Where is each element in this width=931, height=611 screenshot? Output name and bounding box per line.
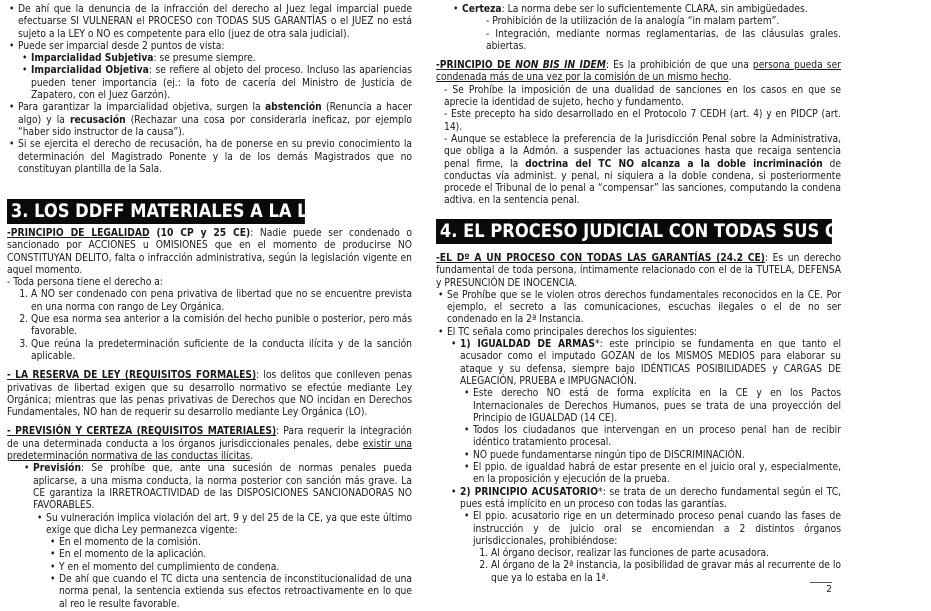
sub-list xyxy=(447,339,841,585)
left-column xyxy=(7,4,412,176)
sub-list xyxy=(460,388,841,486)
list-item: • El ppio. de igualdad habrá de estar presente en el juicio oral y, especialmente, en la proposición y ejecución de la prueba. xyxy=(473,462,841,487)
sub-list xyxy=(33,513,412,611)
para-underlined: existir una predeterminación normativa de las conductas ilícitas xyxy=(7,438,412,463)
item-text: abstención xyxy=(264,102,322,114)
item-text: El ppio. acusatorio rige en un determinado proceso penal cuando las fases de instrucción y de juicio oral se encomiendan a 2 distintos órganos jurisdiccionales, prohibiéndose: xyxy=(473,511,841,547)
list-item: • Y en el momento del cumplimiento de condena. xyxy=(59,562,412,574)
para-text: : los delitos que conlleven penas privativas de libertad exigen que su desarrollo normativo se efectúe mediante Ley Orgánica; mientras que las penas privativas de Derechos que NO incidan en Derechos Fundamentales, NO han de requerir su desarrollo mediante Ley Orgánica (LO). xyxy=(7,370,413,419)
item-label: Certeza xyxy=(462,4,502,15)
paragraph xyxy=(436,253,841,290)
item-label: 1) IGUALDAD DE ARMAS xyxy=(460,339,595,351)
para-underlined: persona pueda ser condenada más de una vez por la comisión de un mismo hecho xyxy=(436,60,841,84)
list-item: • En el momento de la comisión. xyxy=(59,537,412,549)
left-section-body xyxy=(7,228,412,611)
list-item xyxy=(18,41,412,102)
list-item xyxy=(460,487,841,585)
list-item xyxy=(460,339,841,487)
right-section-body xyxy=(436,253,841,585)
ordered-list xyxy=(7,289,412,363)
list-item xyxy=(33,463,412,611)
paragraph xyxy=(436,60,841,85)
list-item: 3. Que reúna la predeterminación suficiente de la conducta ilícita y de la sanción aplicable. xyxy=(31,339,412,364)
item-text: : se refiere al objeto del proceso. Incluso las apariencias pueden tener importancia (ej.: la foto de cacería del Ministro de Justicia de Zapatero, con el Juez Garzón). xyxy=(31,65,412,102)
list-item xyxy=(462,4,841,53)
list-item: 1. A NO ser condenado con pena privativa de libertad que no se encuentre prevista en una norma con rango de Ley Orgánica. xyxy=(31,289,412,314)
list-item: 2. Que esa norma sea anterior a la comisión del hecho punible o posterior, pero más favorable. xyxy=(31,314,412,339)
certeza-list xyxy=(436,4,841,53)
para-text: . xyxy=(250,451,254,463)
item-text: (Rechazar una cosa por considerarla ineficaz, por ejemplo “haber sido instructor de la causa”). xyxy=(18,114,413,138)
list-item: 2. Al órgano de la 2ª instancia, la posibilidad de gravar más al recurrente de lo que ya lo estaba en la 1ª. xyxy=(491,560,841,585)
list-item xyxy=(18,102,412,139)
item-text: *: este principio se fundamenta en que tanto el acusador como el imputado GOZAN de los MISMOS MEDIOS para elaborar su ataque y su defensa, siempre bajo IDÉNTICAS POSIBILIDADES y CARGAS DE ALEGACIÓN, PRUEBA e IMPUGNACIÓN. xyxy=(460,339,842,387)
para-text: de conductas vía administ. y penal, ni siquiera a la doble condena, si posteriormente procede el Tribunal de lo penal a “compensar” las sanciones, computando la condena adtiva. en la sentencia penal. xyxy=(444,158,842,207)
para-text: : Es un derecho fundamental de toda persona, íntimamente relacionado con el de la TUTELA, DEFENSA y PRESUNCIÓN DE INOCENCIA. xyxy=(436,253,841,289)
item-text: *: se trata de un derecho fundamental según el TC, pues está implícito en un proceso con todas las garantías. xyxy=(460,486,841,510)
list-item: • De ahí que cuando el TC dicta una sentencia de inconstitucionalidad de una norma penal, la sentencia extienda sus efectos retroactivamente en lo que al reo le resulte favorable. xyxy=(59,574,412,611)
item-text: Puede ser imparcial desde 2 puntos de vista: xyxy=(18,40,225,52)
para-text: : Es la prohibición de que una xyxy=(605,60,753,72)
sub-list xyxy=(46,537,412,611)
list-item: - Prohibición de la utilización de la analogía “in malam partem”. xyxy=(486,16,780,28)
para-label: - LA RESERVA DE LEY (REQUISITOS FORMALES) xyxy=(7,370,257,382)
para-text: : Nadie puede ser condenado o sancionado por ACCIONES u OMISIONES que en el momento de producirse NO CONSTITUYAN DELITO, falta o infracción administrativa, según la legislación vigente en aquel momento. xyxy=(7,228,413,276)
item-text: : La norma debe ser lo suficientemente CLARA, sin ambigüedades. xyxy=(501,4,808,15)
paragraph xyxy=(7,426,412,463)
para-label: - PREVISIÓN Y CERTEZA (REQUISITOS MATERIALES) xyxy=(7,426,277,438)
list-item: • Este derecho NO está de forma explícita en la CE y en los Pactos Internacionales de Derechos Humanos, pues se trata de una proyección del Principio de IGUALDAD (14 CE). xyxy=(473,388,841,425)
item-text: recusación xyxy=(69,114,126,126)
sub-list xyxy=(18,53,412,102)
list-item xyxy=(31,65,412,102)
list-item: • En el momento de la aplicación. xyxy=(59,549,412,561)
item-text: El TC señala como principales derechos los siguientes: xyxy=(447,326,698,338)
paragraph: - Se Prohíbe la imposición de una dualidad de sanciones en los casos en que se aprecie la identidad de sujeto, hecho y fundamento. xyxy=(444,84,841,109)
list-item xyxy=(447,327,841,585)
item-text: Su vulneración implica violación del art. 9 y del 25 de la CE, ya que este último exige que dicha Ley permanezca vigente: xyxy=(46,512,412,536)
item-label: 2) PRINCIPIO ACUSATORIO xyxy=(460,486,598,498)
section-heading: 3. LOS DDFF MATERIALES A LA LEGALIDAD xyxy=(7,199,305,224)
page-number: 2 xyxy=(810,582,832,595)
list-item xyxy=(31,53,412,65)
para-label: -PRINCIPIO DE LEGALIDAD xyxy=(7,228,150,239)
para-label: -PRINCIPIO DE xyxy=(436,60,516,72)
list-item xyxy=(473,511,841,585)
para-text: . xyxy=(728,72,732,84)
list-item xyxy=(46,513,412,611)
para-label: -EL Dº A UN PROCESO CON TODAS LAS GARANTÍAS (24.2 CE) xyxy=(436,253,765,264)
ordered-list xyxy=(473,548,841,585)
right-column xyxy=(436,4,841,208)
item-text: : se presume siempre. xyxy=(153,53,256,65)
left-top-list xyxy=(7,4,412,176)
section-heading: 4. EL PROCESO JUDICIAL CON TODAS SUS GARANTÍAS xyxy=(436,219,832,244)
paragraph xyxy=(7,370,412,419)
list-item: 1. Al órgano decisor, realizar las funciones de parte acusadora. xyxy=(491,548,841,560)
item-label: Imparcialidad Subjetiva xyxy=(31,53,154,65)
item-text: : Se prohíbe que, ante una sucesión de normas penales pueda aplicarse, a una misma conducta, la norma posterior con sanción más grave. La CE garantiza la IRRETROACTIVIDAD de las DISPOSICIONES SANCIONADORAS NO FAVORABLES. xyxy=(33,463,412,512)
item-text: (Renuncia a hacer algo) y la xyxy=(18,102,412,126)
item-text: De ahí que la denuncia de la infracción del derecho al Juez legal imparcial puede efectuarse SI VULNERAN el PROCESO con TODAS SUS GARANTÍAS o el JUEZ no está sujeto a la LEY o NO es competente para ello (juez de otra sala judicial). xyxy=(18,4,412,40)
item-text: Si se ejercita el derecho de recusación, ha de ponerse en su previo conocimiento la determinación del Magistrado Ponente y la de los demás Magistrados que no constituyan plantilla de la Sala. xyxy=(18,139,412,175)
paragraph xyxy=(444,134,841,208)
list-item: • Se Prohíbe que se le violen otros derechos fundamentales reconocidos en la CE. Por ejemplo, el secreto a las comunicaciones, escuchas ilegales o el de no ser condenado en la 2ª Instancia. xyxy=(447,290,841,327)
guarantees-list xyxy=(436,290,841,585)
para-text: doctrina del TC NO alcanza a la doble incriminación xyxy=(525,158,823,170)
prevision-list xyxy=(7,463,412,611)
para-text: - Aunque se establece la preferencia de la Jurisdicción Penal sobre la Administrativa, que obliga a la Admón. a suspender las actuaciones hasta que recaiga sentencia penal firme, la xyxy=(444,133,841,170)
list-item: • Todos los ciudadanos que intervengan en un proceso penal han de recibir idéntico tratamiento procesal. xyxy=(473,425,841,450)
sub-list xyxy=(460,511,841,585)
list-item xyxy=(18,4,412,41)
para-label: NON BIS IN IDEM xyxy=(515,60,606,72)
list-item: - Integración, mediante normas reglamentarias, de las cláusulas grales. abiertas. xyxy=(486,28,841,52)
paragraph: - Este precepto ha sido desarrollado en el Protocolo 7 CEDH (art. 4) y en PIDCP (art. 14). xyxy=(444,109,841,133)
item-label: Previsión xyxy=(33,463,81,475)
paragraph: - Toda persona tiene el derecho a: xyxy=(7,277,163,289)
list-item xyxy=(18,139,412,176)
paragraph xyxy=(7,228,412,277)
para-ref: (10 CP y 25 CE) xyxy=(149,228,251,239)
para-text: : Para requerir la integración de una determinada conducta a los órganos jurisdiccionales penales, debe xyxy=(7,426,412,450)
item-label: Imparcialidad Objetiva xyxy=(31,65,149,77)
list-item: • NO puede fundamentarse ningún tipo de DISCRIMINACIÓN. xyxy=(473,450,841,462)
item-text: Para garantizar la imparcialidad objetiva, surgen la xyxy=(18,102,265,114)
